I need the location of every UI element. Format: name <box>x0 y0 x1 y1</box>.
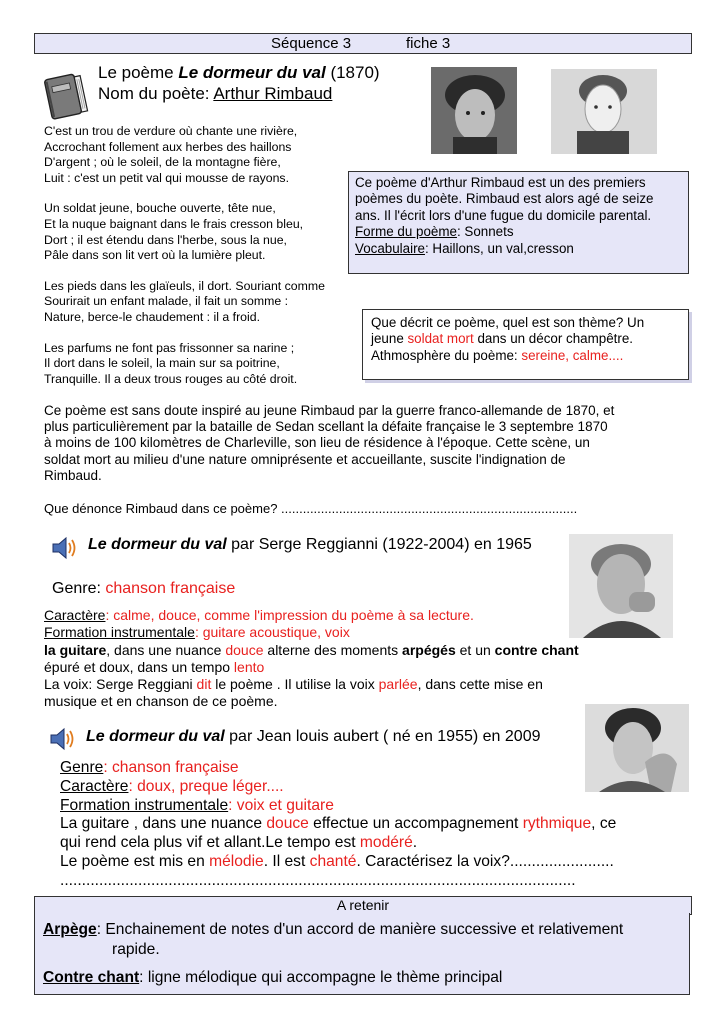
title-prefix: Le poème <box>98 63 179 82</box>
poem-line: D'argent ; où le soleil, de la montagne fière, <box>44 155 281 170</box>
section2-body <box>60 759 690 891</box>
poem-stanza-1 <box>44 124 359 186</box>
arpege-definition <box>43 920 623 940</box>
formation-value: : voix et guitare <box>228 796 334 814</box>
contre-chant-def: : ligne mélodique qui accompagne le thème principal <box>139 969 503 986</box>
section1-genre <box>52 580 235 598</box>
genre-label: Genre: <box>52 580 106 597</box>
poem-stanza-4 <box>44 341 359 388</box>
guitar-text: , dans une nuance <box>106 641 226 658</box>
speaker-icon[interactable] <box>50 535 80 561</box>
poet-label: Nom du poète: <box>98 84 214 103</box>
contre-chant-term: Contre chant <box>43 969 140 986</box>
page-title <box>98 62 380 104</box>
formation-value: : guitare acoustique, voix <box>194 624 350 641</box>
guitar-text: effectue un accompagnement <box>308 815 523 833</box>
poem-line: Dort ; il est étendu dans l'herbe, sous la nue, <box>44 232 287 247</box>
rimbaud-portrait-2 <box>551 69 657 154</box>
poem-line: C'est un trou de verdure où chante une rivière, <box>44 124 298 138</box>
formation-label: Formation instrumentale <box>44 624 195 641</box>
poem-title: Le dormeur du val <box>178 63 326 82</box>
voice-question: . Caractérisez la voix?........................ <box>356 852 614 870</box>
caractere-value: : doux, preque léger.... <box>128 777 284 795</box>
poem-line: Pâle dans son lit vert où la lumière pleut. <box>44 248 266 263</box>
voice-text: La voix: Serge Reggiani <box>44 676 197 693</box>
theme-text: jeune <box>371 331 408 347</box>
arpege-def-cont: rapide. <box>112 941 160 958</box>
poem-info-box <box>348 171 689 274</box>
guitar-contre-chant: contre chant <box>494 641 579 658</box>
paragraph-line: plus particulièrement par la bataille de Sedan scellant la défaite française le 3 septembre 1870 <box>44 419 608 435</box>
poem-year: (1870) <box>325 63 380 82</box>
poem-melodie: mélodie <box>209 852 264 870</box>
poem-stanza-3 <box>44 279 359 326</box>
arpege-term: Arpège <box>43 921 97 938</box>
caractere-value: : calme, douce, comme l'impression du poème à sa lecture. <box>105 607 474 623</box>
poem-text-line: Le poème est mis en <box>60 852 210 870</box>
sequence-label: Séquence 3 <box>271 35 352 52</box>
theme-box <box>362 309 689 380</box>
guitar-tempo: modéré <box>359 834 413 852</box>
guitar-arpeges: arpégés <box>402 641 456 658</box>
guitar-nuance: douce <box>225 641 264 658</box>
guitar-text: La guitare , dans une nuance <box>60 815 267 833</box>
section2-title <box>86 728 540 746</box>
guitar-text: alterne des moments <box>263 641 403 658</box>
caractere-label: Caractère <box>60 777 129 795</box>
denounce-question: Que dénonce Rimbaud dans ce poème? .................................................................................. <box>44 501 578 516</box>
voice-text: musique et en chanson de ce poème. <box>44 693 278 710</box>
guitar-rythmique: rythmique <box>522 815 592 833</box>
voice-dit: dit <box>196 676 212 693</box>
voice-parlee: parlée <box>378 676 418 693</box>
caractere-label: Caractère <box>44 607 106 623</box>
paragraph-line: à moins de 100 kilomètres de Charleville, son lieu de résidence à l'époque. Cette scène, un <box>44 435 590 451</box>
context-paragraph <box>44 403 684 484</box>
poem-line: Tranquille. Il a deux trous rouges au côté droit. <box>44 371 298 386</box>
poem-text <box>44 124 359 387</box>
answer-dots: ....................................................................................................................... <box>60 871 576 889</box>
poem-line: Les parfums ne font pas frissonner sa narine ; <box>44 340 295 355</box>
guitar-nuance: douce <box>266 815 309 833</box>
poem-info-text: Ce poème d'Arthur Rimbaud est un des premiers poèmes du poète. Rimbaud est alors agé de seize ans. Il l'écrit lors d'une fugue du domicile parental. <box>355 175 654 223</box>
section1-body <box>44 607 664 711</box>
retain-box <box>34 913 690 995</box>
form-label: Forme du poème <box>355 224 457 240</box>
poem-line: Il dort dans le soleil, la main sur sa poitrine, <box>44 356 280 371</box>
genre-label: Genre <box>60 759 104 776</box>
poem-line: Nature, berce-le chaudement : il a froid. <box>44 309 260 324</box>
theme-answer: soldat mort <box>407 331 474 347</box>
vocab-label: Vocabulaire <box>355 240 425 256</box>
poem-line: Les pieds dans les glaïeuls, il dort. Souriant comme <box>44 278 325 293</box>
section2-artist: par Jean louis aubert ( né en 1955) en 2009 <box>224 728 541 745</box>
paragraph-line: Ce poème est sans doute inspiré au jeune Rimbaud par la guerre franco-allemande de 1870, et <box>44 403 615 418</box>
formation-label: Formation instrumentale <box>60 796 229 814</box>
voice-text: le poème . Il utilise la voix <box>211 676 379 693</box>
theme-question: Que décrit ce poème, quel est son thème? Un <box>371 315 645 330</box>
poem-chante: chanté <box>309 852 357 870</box>
guitar-tempo: lento <box>233 658 265 675</box>
poem-line: Accrochant follement aux herbes des haillons <box>44 139 292 154</box>
poem-text-line: . Il est <box>263 852 310 870</box>
paragraph-line: soldat mort au milieu d'une nature omniprésente et accueillante, suscite l'indignation de <box>44 451 566 467</box>
sequence-header <box>34 33 692 54</box>
rimbaud-portrait-1 <box>431 67 517 154</box>
vocab-value: : Haillons, un val,cresson <box>424 240 574 256</box>
guitar-text: épuré et doux, dans un tempo <box>44 658 234 675</box>
guitar-text: et un <box>455 641 495 658</box>
atmosphere-label: Athmosphère du poème: <box>371 347 522 363</box>
speaker-icon[interactable] <box>48 726 78 752</box>
guitar-text: , ce <box>591 815 617 833</box>
atmosphere-value: sereine, calme.... <box>521 347 624 363</box>
genre-value: chanson française <box>105 580 236 597</box>
voice-text: , dans cette mise en <box>417 676 543 693</box>
poem-stanza-2 <box>44 201 359 263</box>
fiche-label: fiche 3 <box>406 35 451 52</box>
guitar-text: . <box>412 834 418 852</box>
book-icon <box>38 68 94 124</box>
guitar-text: la guitare <box>44 641 107 658</box>
guitar-text: qui rend cela plus vif et allant.Le tempo est <box>60 834 360 852</box>
retain-heading: A retenir <box>34 896 692 915</box>
form-value: : Sonnets <box>456 224 514 240</box>
contre-chant-definition <box>43 968 502 988</box>
genre-value: : chanson française <box>103 759 239 776</box>
section1-title <box>88 536 532 554</box>
poem-line: Et la nuque baignant dans le frais cresson bleu, <box>44 216 304 231</box>
section1-artist: par Serge Reggianni (1922-2004) en 1965 <box>226 536 532 553</box>
poem-line: Sourirait un enfant malade, il fait un somme : <box>44 294 289 309</box>
poet-name: Arthur Rimbaud <box>213 84 333 103</box>
poem-line: Luit : c'est un petit val qui mousse de rayons. <box>44 170 290 185</box>
poem-line: Un soldat jeune, bouche ouverte, tête nue, <box>44 201 276 216</box>
section2-song: Le dormeur du val <box>86 728 225 745</box>
paragraph-line: Rimbaud. <box>44 467 102 483</box>
theme-text: dans un décor champêtre. <box>473 331 634 347</box>
section1-song: Le dormeur du val <box>88 536 227 553</box>
arpege-def: : Enchainement de notes d'un accord de manière successive et relativement <box>96 921 624 938</box>
